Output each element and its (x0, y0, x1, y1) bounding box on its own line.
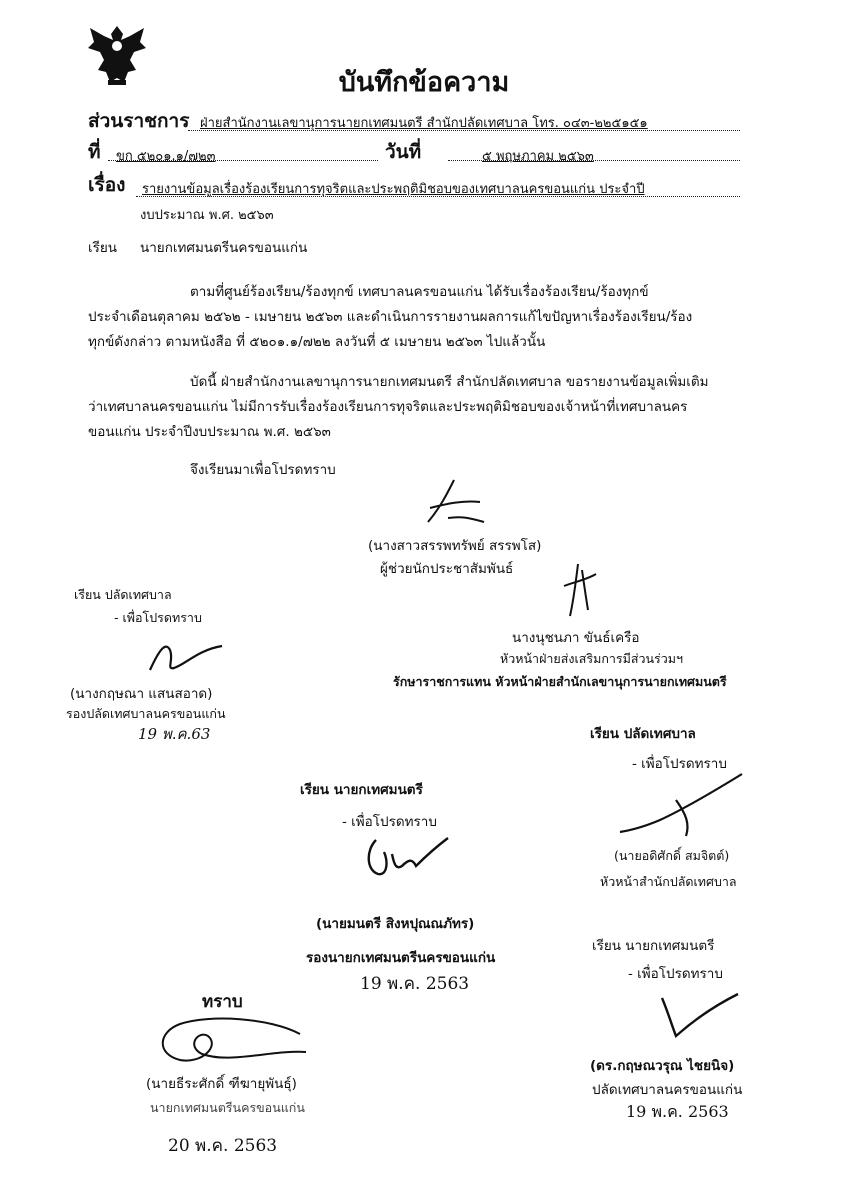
memo-title: บันทึกข้อความ (338, 67, 510, 98)
signatory-6-name: (ดร.กฤษณวรุณ ไชยนิจ) (590, 1058, 735, 1074)
paragraph-2-line-1: บัดนี้ ฝ่ายสำนักงานเลขานุการนายกเทศมนตรี สำนักปลัดเทศบาล ขอรายงานข้อมูลเพิ่มเติม (190, 374, 709, 390)
closing-text: จึงเรียนมาเพื่อโปรดทราบ (190, 462, 336, 478)
signatory-5-name: (นายมนตรี สิงหปุณณภัทร) (316, 916, 475, 932)
ref-value: ขก ๕๒๐๑.๑/๗๒๓ (116, 149, 216, 164)
agency-value: ฝ่ายสำนักงานเลขานุการนายกเทศมนตรี สำนักปลัดเทศบาล โทร. ๐๔๓-๒๒๕๑๕๑ (200, 116, 648, 131)
paragraph-1-line-2: ประจำเดือนตุลาคม ๒๕๖๒ - เมษายน ๒๕๖๓ และดำเนินการรายงานผลการแก้ไขปัญหาเรื่องร้องเรียน/ร้อง (88, 309, 693, 325)
signatory-3-date: 19 พ.ค.63 (138, 725, 211, 743)
signature-7 (150, 1010, 310, 1074)
ref-label: ที่ (88, 141, 101, 163)
signatory-2-title-1: หัวหน้าฝ่ายส่งเสริมการมีส่วนร่วมฯ (500, 651, 684, 666)
signature-6 (660, 990, 740, 1044)
signatory-6-note-1: เรียน นายกเทศมนตรี (592, 938, 715, 954)
signatory-1-title: ผู้ช่วยนักประชาสัมพันธ์ (380, 561, 514, 577)
signatory-2-name: นางนุชนภา ขันธ์เครือ (512, 630, 640, 646)
signature-2 (560, 562, 600, 622)
signatory-3-note-2: - เพื่อโปรดทราบ (114, 610, 202, 625)
subject-line-1: รายงานข้อมูลเรื่องร้องเรียนการทุจริตและประพฤติมิชอบของเทศบาลนครขอนแก่น ประจำปี (142, 182, 645, 197)
date-label: วันที่ (385, 141, 422, 163)
signature-1 (418, 478, 488, 532)
signature-4 (616, 770, 746, 844)
subject-line-2: งบประมาณ พ.ศ. ๒๕๖๓ (140, 208, 274, 223)
paragraph-1-line-3: ทุกข์ดังกล่าว ตามหนังสือ ที่ ๕๒๐๑.๑/๗๒๒ ลงวันที่ ๕ เมษายน ๒๕๖๓ ไปแล้วนั้น (88, 334, 546, 350)
signatory-6-title: ปลัดเทศบาลนครขอนแก่น (592, 1082, 743, 1098)
signatory-4-note-2: - เพื่อโปรดทราบ (632, 756, 727, 772)
signatory-7-note: ทราบ (202, 992, 243, 1012)
signatory-7-date: 20 พ.ค. 2563 (168, 1136, 278, 1156)
date-dotted-line (448, 160, 740, 161)
signatory-2-title-2: รักษาราชการแทน หัวหน้าฝ่ายสำนักเลขานุการนายกเทศมนตรี (393, 674, 727, 689)
signatory-5-date: 19 พ.ค. 2563 (360, 974, 470, 994)
signatory-5-note-1: เรียน นายกเทศมนตรี (300, 782, 423, 798)
signatory-4-title: หัวหน้าสำนักปลัดเทศบาล (600, 874, 737, 889)
signatory-4-note-1: เรียน ปลัดเทศบาล (590, 726, 696, 742)
signatory-3-title: รองปลัดเทศบาลนครขอนแก่น (66, 706, 226, 721)
signatory-7-title: นายกเทศมนตรีนครขอนแก่น (150, 1100, 305, 1115)
signatory-6-date: 19 พ.ค. 2563 (626, 1102, 729, 1121)
signatory-7-name: (นายธีระศักดิ์ ฑีฆายุพันธุ์) (146, 1076, 297, 1092)
paragraph-1-line-1: ตามที่ศูนย์ร้องเรียน/ร้องทุกข์ เทศบาลนครขอนแก่น ได้รับเรื่องร้องเรียน/ร้องทุกข์ (190, 284, 649, 300)
ref-dotted-line (108, 160, 378, 161)
signatory-6-note-2: - เพื่อโปรดทราบ (628, 966, 723, 982)
to-value: นายกเทศมนตรีนครขอนแก่น (140, 240, 308, 256)
signatory-5-note-2: - เพื่อโปรดทราบ (342, 814, 437, 830)
subject-label: เรื่อง (88, 174, 126, 196)
agency-label: ส่วนราชการ (88, 110, 190, 132)
paragraph-2-line-2: ว่าเทศบาลนครขอนแก่น ไม่มีการรับเรื่องร้องเรียนการทุจริตและประพฤติมิชอบของเจ้าหน้าที่เทศบาลนคร (88, 399, 688, 415)
subject-dotted-line (136, 196, 740, 197)
signature-5 (362, 830, 452, 894)
signatory-3-name: (นางกฤษณา แสนสอาด) (70, 686, 213, 702)
signatory-5-title: รองนายกเทศมนตรีนครขอนแก่น (306, 950, 496, 966)
to-label: เรียน (88, 240, 118, 256)
signatory-1-name: (นางสาวสรรพทรัพย์ สรรพโส) (368, 538, 542, 554)
signatory-3-note-1: เรียน ปลัดเทศบาล (74, 587, 172, 602)
signatory-4-name: (นายอดิศักดิ์ สมจิตต์) (614, 848, 730, 863)
date-value: ๕ พฤษภาคม ๒๕๖๓ (482, 149, 594, 164)
agency-dotted-line (188, 130, 740, 131)
signature-3 (146, 636, 226, 680)
paragraph-2-line-3: ขอนแก่น ประจำปีงบประมาณ พ.ศ. ๒๕๖๓ (88, 424, 331, 440)
